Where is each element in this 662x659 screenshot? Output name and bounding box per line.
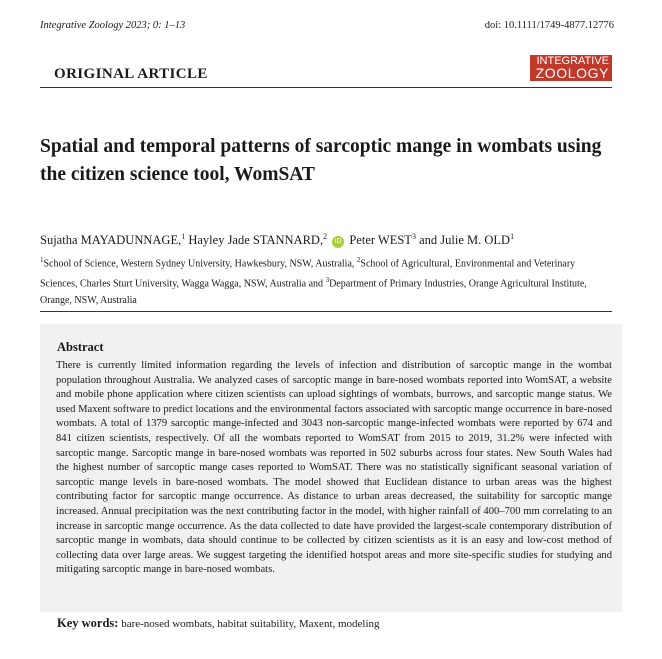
affil-sup-1: 1	[40, 256, 44, 264]
journal-citation: Integrative Zoology 2023; 0: 1–13	[40, 20, 186, 31]
author-3-sup: 3	[411, 232, 416, 241]
author-list	[40, 232, 514, 248]
abstract-heading: Abstract	[57, 340, 104, 354]
author-1: Sujatha MAYADUNNAGE,	[40, 233, 182, 248]
keywords	[57, 616, 380, 631]
doi[interactable]: doi: 10.1111/1749-4877.12776	[484, 20, 614, 31]
affiliations	[40, 252, 615, 309]
affil-sup-3: 3	[325, 276, 330, 285]
author-4: Julie M. OLD	[440, 233, 511, 248]
logo-line1: INTEGRATIVE	[536, 55, 609, 67]
author-2: Hayley Jade STANNARD,	[188, 233, 324, 248]
affil-sup-2: 2	[356, 256, 361, 264]
affil-3: Department of Primary Industries, Orange Agricultural Institute, Orange, NSW, Australia	[40, 278, 587, 306]
author-3: Peter WEST	[349, 233, 412, 248]
header-rule	[40, 87, 612, 88]
author-joiner: and	[415, 233, 441, 248]
author-4-sup: 1	[510, 232, 515, 241]
abstract-text: There is currently limited information regarding the levels of infection and distribution of sarcoptic mange in the wombat population throughout Australia. We analyzed cases of sarcoptic mange in bare-nosed wombats reported into WomSAT, a website and mobile phone application where citizen scientists can upload sightings of wombats, burrows, and sarcoptic mange status. We used Maxent software to predict locations and the environmental factors associated with sarcoptic mange occurrence in bare-nosed wombats. A total of 1379 sarcoptic mange-infected and 3043 non-sarcoptic mange-infected wombats were reported by 674 and 841 citizen scientists, respectively. Of all the wombats reported to WomSAT from 2015 to 2019, 31.2% were infected with sarcoptic mange. Sarcoptic mange in bare-nosed wombats was reported in 502 suburbs across four states. New South Wales had the highest number of sarcoptic mange cases reported to WomSAT. There was no statistically significant seasonal variation of sarcoptic mange levels in bare-nosed wombats. The model showed that Euclidean distance to urban areas was the highest contributing factor for sarcoptic mange occurrence. As distance to urban areas decreased, the suitability for sarcoptic mange increased. Annual precipitation was the next contributing factor in the model, with higher rainfall of 400–700 mm correlating to an increase in sarcoptic mange occurrence. As the data collected to date have provided the largest-scale contemporary distribution of sarcoptic mange in wombats, data should continue to be collected by citizen scientists as it is an easy and low-cost method of collecting data over large areas. We suggest targeting the identified hotspot areas and more site-specific studies for studying and mitigating sarcoptic mange in bare-nosed wombats.	[56, 360, 612, 576]
affil-1: School of Science, Western Sydney University, Hawkesbury, NSW, Australia,	[43, 258, 357, 270]
author-1-sup: 1	[181, 232, 186, 241]
journal-logo	[530, 55, 612, 81]
article-type: ORIGINAL ARTICLE	[54, 66, 208, 82]
keywords-label: Key words:	[57, 616, 119, 630]
orcid-icon[interactable]: iD	[332, 236, 344, 248]
author-2-sup: 2	[323, 232, 328, 241]
affil-2: School of Agricultural, Environmental and Veterinary Sciences, Charles Sturt University, Wagga Wagga, NSW, Australia and	[40, 258, 576, 290]
keywords-text: bare-nosed wombats, habitat suitability, Maxent, modeling	[118, 618, 380, 630]
article-title: Spatial and temporal patterns of sarcoptic mange in wombats using the citizen science tool, WomSAT	[40, 136, 602, 185]
logo-line2: ZOOLOGY	[535, 64, 609, 81]
section-rule	[40, 311, 612, 312]
